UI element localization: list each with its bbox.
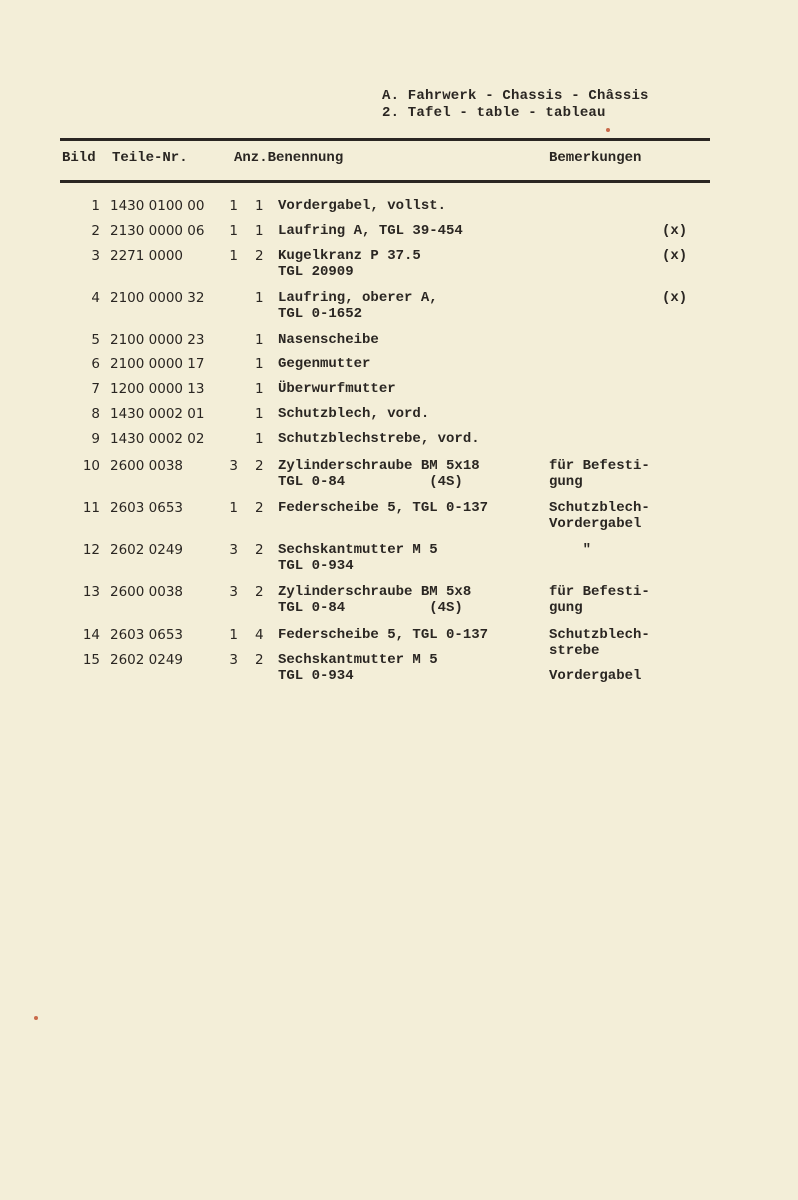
part-number: 2600 0038: [110, 458, 184, 474]
part-number: 2271 0000: [110, 248, 184, 264]
bild-number: 7: [91, 381, 100, 397]
bild-number: 13: [82, 584, 100, 600]
part-number: 2130 0000 06: [110, 223, 205, 239]
bild-number: 11: [82, 500, 100, 516]
part-number: 2603 0653: [110, 500, 184, 516]
bild-number: 2: [91, 223, 100, 239]
description: Laufring A, TGL 39-454: [278, 223, 463, 239]
description: Sechskantmutter M 5: [278, 652, 438, 668]
anz-value: 1: [229, 223, 238, 239]
description: Schutzblechstrebe, vord.: [278, 431, 480, 447]
paper-spot: [34, 1016, 38, 1020]
anz-value: 3: [229, 458, 238, 474]
bild-number: 14: [82, 627, 100, 643]
part-number: 2603 0653: [110, 627, 184, 643]
part-number: 2100 0000 17: [110, 356, 205, 372]
remark: für Befesti-: [549, 458, 650, 474]
description: Zylinderschraube BM 5x8: [278, 584, 472, 600]
remark-mark: (x): [662, 290, 688, 306]
description: Vordergabel, vollst.: [278, 198, 447, 214]
quantity: 1: [255, 223, 264, 239]
remark: Schutzblech-: [549, 500, 650, 516]
remark-line2: gung: [549, 474, 583, 490]
table-row: [0, 458, 798, 498]
remark: für Befesti-: [549, 584, 650, 600]
description-line2: TGL 0-934: [278, 668, 354, 684]
bild-number: 9: [91, 431, 100, 447]
part-number: 1200 0000 13: [110, 381, 205, 397]
description-line2: TGL 20909: [278, 264, 354, 280]
anz-value: 1: [229, 500, 238, 516]
anz-value: 3: [229, 542, 238, 558]
section-header: A. Fahrwerk - Chassis - Châssis: [382, 88, 649, 104]
quantity: 2: [255, 248, 264, 264]
quantity: 2: [255, 542, 264, 558]
anz-value: 3: [229, 652, 238, 668]
quantity: 1: [255, 332, 264, 348]
bild-number: 8: [91, 406, 100, 422]
part-number: 2600 0038: [110, 584, 184, 600]
description-line2: TGL 0-84 (4S): [278, 474, 463, 490]
remark-line2: Vordergabel: [549, 668, 642, 684]
remark-line2: strebe: [549, 643, 600, 659]
bild-number: 15: [82, 652, 100, 668]
quantity: 2: [255, 458, 264, 474]
description: Federscheibe 5, TGL 0-137: [278, 500, 489, 516]
quantity: 1: [255, 198, 264, 214]
anz-value: 1: [229, 198, 238, 214]
table-row: [0, 584, 798, 624]
description-line2: TGL 0-934: [278, 558, 354, 574]
column-bild: Bild: [62, 150, 96, 166]
remark: Schutzblech-: [549, 627, 650, 643]
part-number: 2100 0000 23: [110, 332, 205, 348]
header-rule: [60, 180, 710, 183]
column-anz-benennung: Anz.Benennung: [234, 150, 344, 166]
description: Überwurfmutter: [278, 381, 396, 397]
description: Gegenmutter: [278, 356, 371, 372]
remark-line2: gung: [549, 600, 583, 616]
bild-number: 5: [91, 332, 100, 348]
description-line2: TGL 0-84 (4S): [278, 600, 463, 616]
bild-number: 10: [82, 458, 100, 474]
part-number: 1430 0002 01: [110, 406, 205, 422]
quantity: 2: [255, 584, 264, 600]
table-row: [0, 652, 798, 692]
top-rule: [60, 138, 710, 141]
description: Federscheibe 5, TGL 0-137: [278, 627, 489, 643]
quantity: 4: [255, 627, 264, 643]
quantity: 1: [255, 381, 264, 397]
description: Zylinderschraube BM 5x18: [278, 458, 480, 474]
bild-number: 3: [91, 248, 100, 264]
table-row: [0, 500, 798, 540]
column-bemerkungen: Bemerkungen: [549, 150, 642, 166]
description-line2: TGL 0-1652: [278, 306, 363, 322]
anz-value: 1: [229, 627, 238, 643]
description: Schutzblech, vord.: [278, 406, 430, 422]
anz-value: 3: [229, 584, 238, 600]
part-number: 1430 0002 02: [110, 431, 205, 447]
description: Laufring, oberer A,: [278, 290, 438, 306]
part-number: 1430 0100 00: [110, 198, 205, 214]
remark-line2: Vordergabel: [549, 516, 642, 532]
part-number: 2602 0249: [110, 652, 184, 668]
bild-number: 1: [91, 198, 100, 214]
paper-spot: [606, 128, 610, 132]
quantity: 1: [255, 431, 264, 447]
quantity: 2: [255, 652, 264, 668]
bild-number: 4: [91, 290, 100, 306]
description: Nasenscheibe: [278, 332, 379, 348]
remark: ": [549, 542, 592, 558]
quantity: 1: [255, 356, 264, 372]
part-number: 2100 0000 32: [110, 290, 205, 306]
remark-mark: (x): [662, 248, 688, 264]
quantity: 1: [255, 290, 264, 306]
description: Sechskantmutter M 5: [278, 542, 438, 558]
quantity: 1: [255, 406, 264, 422]
quantity: 2: [255, 500, 264, 516]
bild-number: 12: [82, 542, 100, 558]
column-teile-nr: Teile-Nr.: [112, 150, 188, 166]
bild-number: 6: [91, 356, 100, 372]
table-header: 2. Tafel - table - tableau: [382, 105, 606, 121]
table-row: [0, 248, 798, 288]
table-row: [0, 290, 798, 330]
remark-mark: (x): [662, 223, 688, 239]
part-number: 2602 0249: [110, 542, 184, 558]
anz-value: 1: [229, 248, 238, 264]
table-row: [0, 542, 798, 582]
description: Kugelkranz P 37.5: [278, 248, 421, 264]
